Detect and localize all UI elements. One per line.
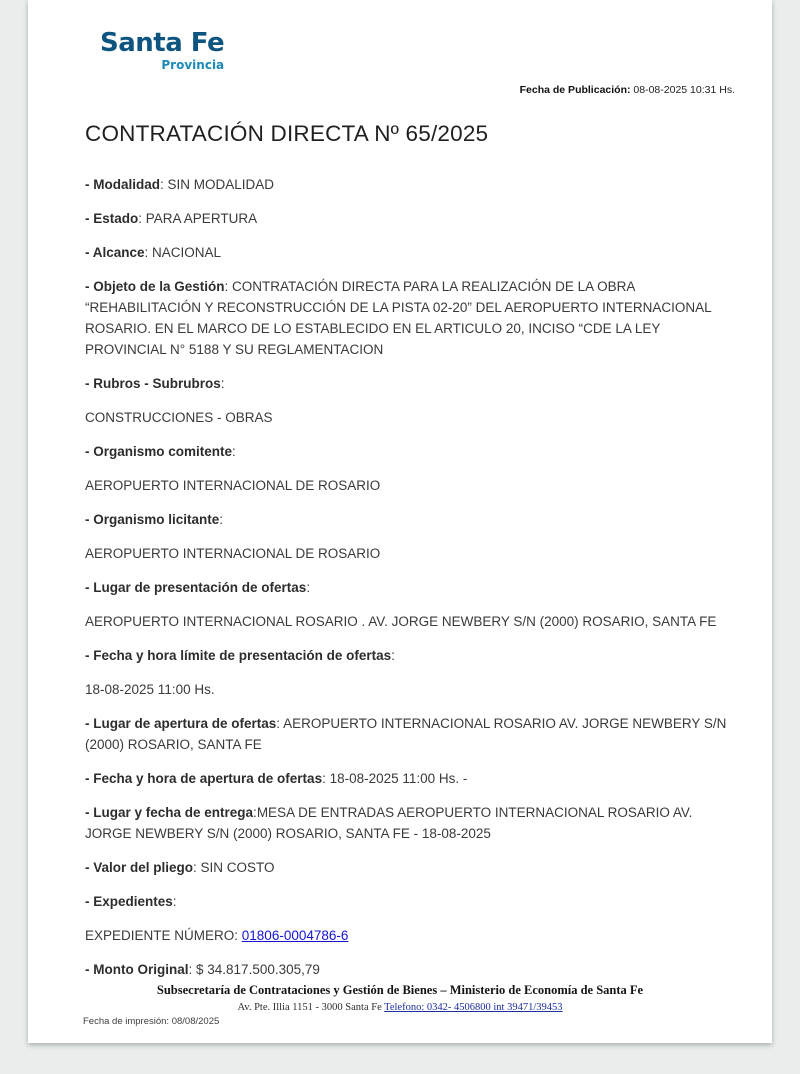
field-label: - Estado [85,211,139,226]
page-footer [28,983,772,1014]
field-label: - Lugar de presentación de ofertas [85,580,307,595]
field-label: - Fecha y hora límite de presentación de ofertas [85,648,392,663]
document-page [28,0,772,1043]
document-field: - Lugar de presentación de ofertas: [85,580,311,595]
document-field: - Estado: PARA APERTURA [85,211,258,226]
document-field: - Organismo comitente: [85,444,236,459]
logo-brand-text: Santa Fe [100,28,225,58]
field-value: AEROPUERTO INTERNACIONAL DE ROSARIO [85,478,381,493]
field-value: AEROPUERTO INTERNACIONAL DE ROSARIO [85,546,381,561]
document-field: - Objeto de la Gestión: CONTRATACIÓN DIRECTA PARA LA REALIZACIÓN DE LA OBRA “REHABILITACIÓN Y RECONSTRUCCIÓN DE LA PISTA 02-20” DEL AEROPUERTO INTERNACIONAL ROSARIO. EN EL MARCO DE LO ESTABLECIDO EN EL ARTICULO 20, INCISO “CDE LA LEY PROVINCIAL N° 5188 Y SU REGLAMENTACION [85,279,712,357]
field-value: EXPEDIENTE NÚMERO: 01806-0004786-6 [85,928,349,943]
field-label: - Modalidad [85,177,160,192]
document-field: - Expedientes: [85,894,177,909]
document-field: - Fecha y hora límite de presentación de ofertas: [85,648,395,663]
document-fields [85,174,735,980]
footer-address-line [28,1001,772,1014]
document-field: - Modalidad: SIN MODALIDAD [85,177,275,192]
document-field: - Organismo licitante: [85,512,224,527]
field-label: - Lugar y fecha de entrega [85,805,254,820]
field-label: - Organismo comitente [85,444,233,459]
field-label: - Rubros - Subrubros [85,376,221,391]
page-title: CONTRATACIÓN DIRECTA Nº 65/2025 [85,121,489,146]
field-label: - Alcance [85,245,145,260]
print-date: Fecha de impresión: 08/08/2025 [83,1016,220,1027]
field-value: CONSTRUCCIONES - OBRAS [85,410,273,425]
field-label: - Organismo licitante [85,512,220,527]
document-field: - Rubros - Subrubros: [85,376,225,391]
document-field: - Monto Original: $ 34.817.500.305,79 [85,962,320,977]
field-value: 18-08-2025 11:00 Hs. [85,682,215,697]
field-label: - Expedientes [85,894,173,909]
publication-date-label: Fecha de Publicación: [519,84,631,96]
field-label: - Fecha y hora de apertura de ofertas [85,771,323,786]
footer-organization: Subsecretaría de Contrataciones y Gestión de Bienes – Ministerio de Economía de Santa Fe [156,983,644,997]
field-value: AEROPUERTO INTERNACIONAL ROSARIO . AV. JORGE NEWBERY S/N (2000) ROSARIO, SANTA FE [85,614,717,629]
logo-block [100,0,735,72]
field-label: - Monto Original [85,962,189,977]
logo-sub-text: Provincia [161,58,225,72]
field-label: - Objeto de la Gestión [85,279,225,294]
document-field: - Valor del pliego: SIN COSTO [85,860,275,875]
document-field: - Lugar y fecha de entrega:MESA DE ENTRADAS AEROPUERTO INTERNACIONAL ROSARIO AV. JORGE NEWBERY S/N (2000) ROSARIO, SANTA FE - 18-08-2025 [85,805,693,841]
document-field: - Fecha y hora de apertura de ofertas: 18-08-2025 11:00 Hs. - [85,771,468,786]
footer-address: Av. Pte. Illia 1151 - 3000 Santa Fe [237,1002,385,1013]
expediente-link[interactable]: 01806-0004786-6 [241,928,349,943]
publication-date [85,84,735,97]
publication-date-value: 08-08-2025 10:31 Hs. [633,84,735,96]
field-label: - Valor del pliego [85,860,194,875]
document-field: - Alcance: NACIONAL [85,245,222,260]
telefono-link[interactable]: Telefono: 0342- 4506800 int 39471/39453 [384,1002,563,1013]
document-field: - Lugar de apertura de ofertas: AEROPUERTO INTERNACIONAL ROSARIO AV. JORGE NEWBERY S/N (2000) ROSARIO, SANTA FE [85,716,727,752]
santa-fe-logo [100,30,224,72]
field-label: - Lugar de apertura de ofertas [85,716,277,731]
